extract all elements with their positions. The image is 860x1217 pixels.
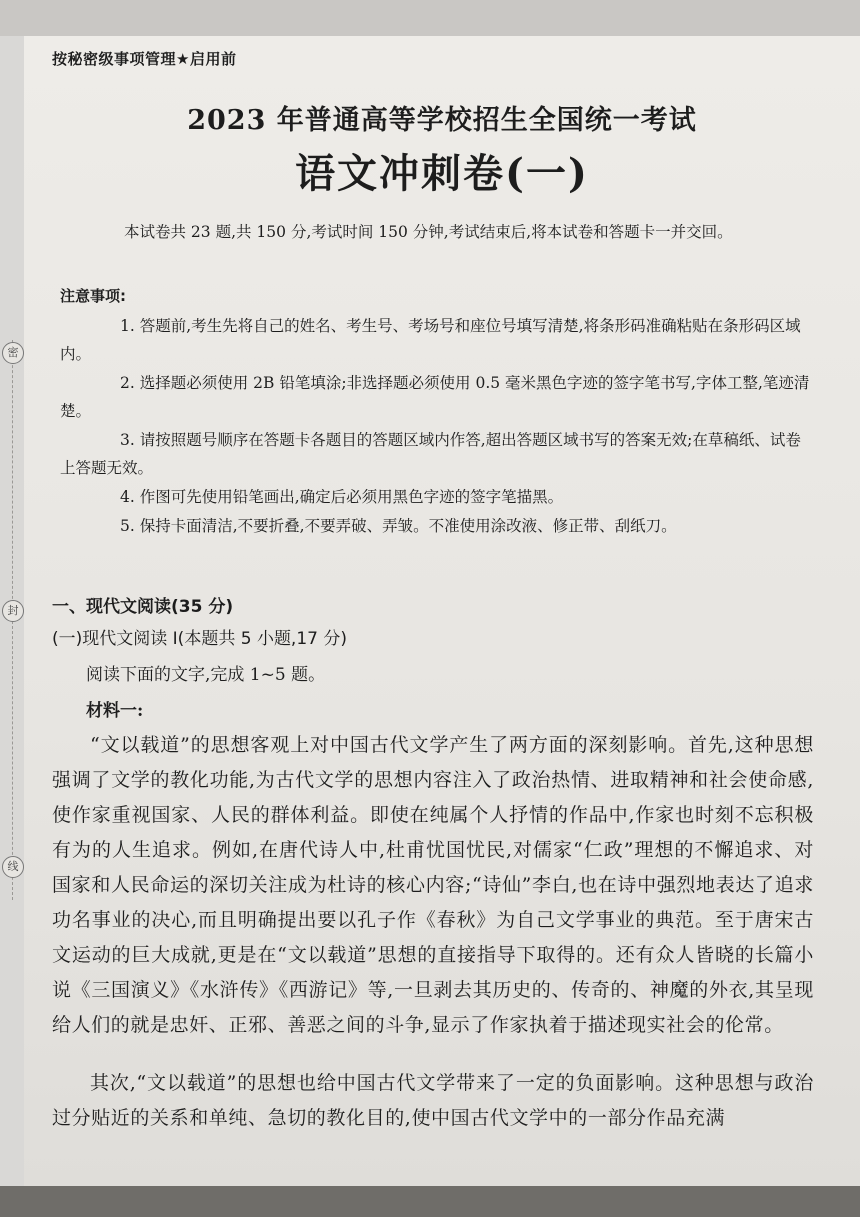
binding-mark-seal: 密	[2, 342, 24, 364]
notices-list	[60, 312, 812, 541]
section-subheading: (一)现代文阅读 I(本题共 5 小题,17 分)	[52, 629, 348, 649]
exam-title: 2023 年普通高等学校招生全国统一考试	[187, 105, 697, 136]
passage-paragraph: “文以载道”的思想客观上对中国古代文学产生了两方面的深刻影响。首先,这种思想强调了文学的教化功能,为古代文学的思想内容注入了政治热情、进取精神和社会使命感,使作家重视国家、人民的群体利益。即使在纯属个人抒情的作品中,作家也时刻不忘积极有为的人生追求。例如,在唐代诗人中,杜甫忧国忧民,对儒家“仁政”理想的不懈追求、对国家和人民命运的深切关注成为杜诗的核心内容;“诗仙”李白,也在诗中强烈地表达了追求功名事业的决心,而且明确提出要以孔子作《春秋》为自己文学事业的典范。至于唐宋古文运动的巨大成就,更是在“文以载道”思想的直接指导下取得的。还有众人皆晓的长篇小说《三国演义》《水浒传》《西游记》等,一旦剥去其历史的、传奇的、神魔的外衣,其呈现给人们的就是忠奸、正邪、善恶之间的斗争,显示了作家执着于描述现实社会的伦常。	[52, 734, 814, 1036]
exam-sheet	[24, 36, 860, 1186]
notice-item: 3. 请按照题号顺序在答题卡各题目的答题区域内作答,超出答题区域书写的答案无效;在草稿纸、试卷上答题无效。	[60, 431, 801, 477]
paper-title: 语文冲刺卷(一)	[295, 150, 589, 197]
notices-heading: 注意事项:	[60, 287, 126, 305]
section-instruction: 阅读下面的文字,完成 1~5 题。	[86, 665, 326, 685]
confidential-label: 按秘密级事项管理★启用前	[52, 50, 237, 68]
material-label: 材料一:	[86, 701, 144, 721]
photo-top-edge	[0, 0, 860, 36]
section-heading: 一、现代文阅读(35 分)	[52, 597, 234, 617]
intro-text: 本试卷共 23 题,共 150 分,考试时间 150 分钟,考试结束后,将本试卷和答题卡一并交回。	[124, 223, 733, 241]
notice-item: 2. 选择题必须使用 2B 铅笔填涂;非选择题必须使用 0.5 毫米黑色字迹的签字笔书写,字体工整,笔迹清楚。	[60, 374, 810, 420]
notice-item: 1. 答题前,考生先将自己的姓名、考生号、考场号和座位号填写清楚,将条形码准确粘贴在条形码区域内。	[60, 317, 801, 363]
binding-mark-line: 线	[2, 856, 24, 878]
notice-item: 4. 作图可先使用铅笔画出,确定后必须用黑色字迹的签字笔描黑。	[120, 488, 564, 506]
passage-paragraph: 其次,“文以载道”的思想也给中国古代文学带来了一定的负面影响。这种思想与政治过分贴近的关系和单纯、急切的教化目的,使中国古代文学中的一部分作品充满	[52, 1072, 814, 1129]
photo-bottom-edge	[0, 1186, 860, 1217]
notice-item: 5. 保持卡面清洁,不要折叠,不要弄破、弄皱。不准使用涂改液、修正带、刮纸刀。	[120, 517, 677, 535]
binding-mark-envelope: 封	[2, 600, 24, 622]
